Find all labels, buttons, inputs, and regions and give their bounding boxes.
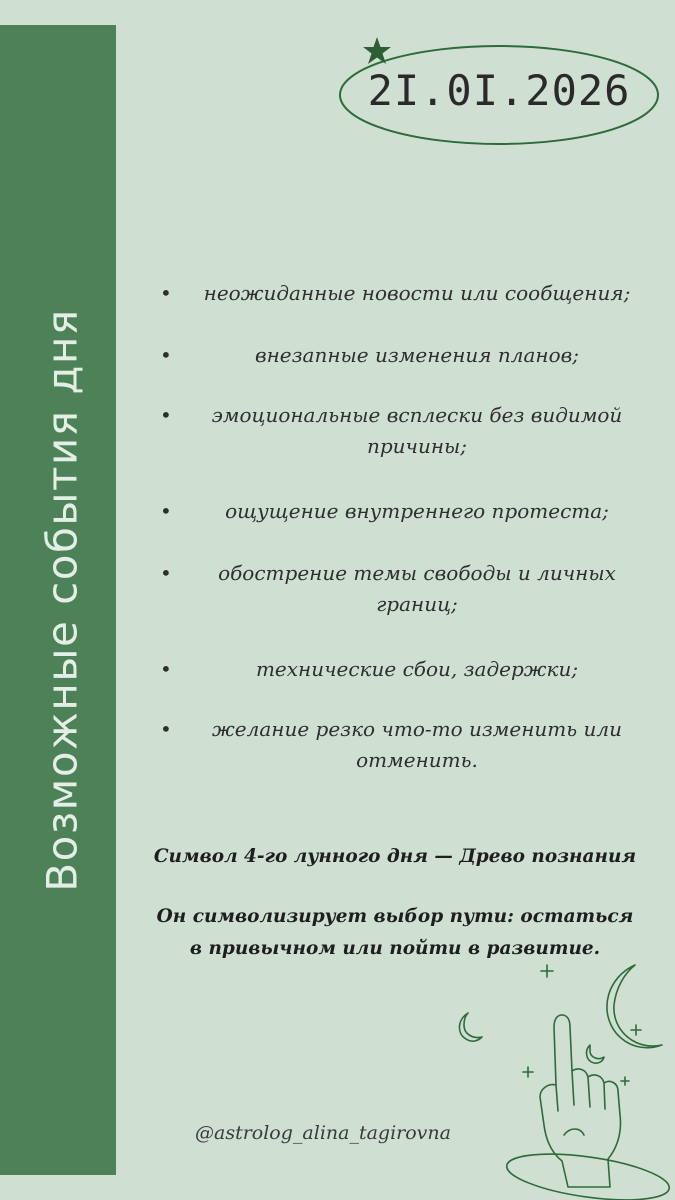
list-item bbox=[160, 558, 640, 620]
list-item bbox=[160, 714, 640, 776]
symbol-title: Символ 4-го лунного дня — Древо познания bbox=[153, 846, 637, 867]
bullet: • bbox=[160, 717, 172, 741]
bullet: • bbox=[160, 657, 172, 681]
hand-moon-illustration bbox=[440, 955, 675, 1200]
bullet: • bbox=[160, 499, 172, 523]
event-text: обострение темы свободы и личных границ; bbox=[218, 561, 616, 616]
author-handle: @astrolog_alina_tagirovna bbox=[195, 1122, 451, 1144]
event-text: ощущение внутреннего протеста; bbox=[225, 499, 609, 523]
pointing-hand-icon bbox=[540, 1015, 621, 1187]
event-text: внезапные изменения планов; bbox=[254, 343, 580, 367]
bullet: • bbox=[160, 281, 172, 305]
star-icon bbox=[362, 36, 392, 66]
crescent-moon-icon bbox=[459, 1013, 482, 1041]
sparkle-icon bbox=[523, 965, 641, 1085]
bullet: • bbox=[160, 343, 172, 367]
symbol-description-line-2: в привычном или пойти в развитие. bbox=[189, 938, 601, 959]
list-item bbox=[160, 654, 640, 685]
event-text: эмоциональные всплески без видимой причины; bbox=[211, 403, 623, 458]
list-item bbox=[160, 400, 640, 462]
crescent-moon-icon bbox=[587, 1045, 604, 1063]
sidebar-title: Возможные события дня bbox=[37, 308, 87, 892]
bullet: • bbox=[160, 561, 172, 585]
bullet: • bbox=[160, 403, 172, 427]
list-item bbox=[160, 496, 640, 527]
symbol-description-line-1: Он символизирует выбор пути: остаться bbox=[156, 906, 634, 927]
orbit-ellipse bbox=[504, 1146, 672, 1200]
list-item bbox=[160, 278, 640, 309]
list-item bbox=[160, 340, 640, 371]
event-text: неожиданные новости или сообщения; bbox=[203, 281, 631, 305]
date-label: 2I.0I.2026 bbox=[367, 66, 631, 115]
event-text: технические сбои, задержки; bbox=[255, 657, 579, 681]
event-text: желание резко что-то изменить или отменить. bbox=[212, 717, 622, 772]
crescent-moon-icon bbox=[607, 965, 662, 1048]
